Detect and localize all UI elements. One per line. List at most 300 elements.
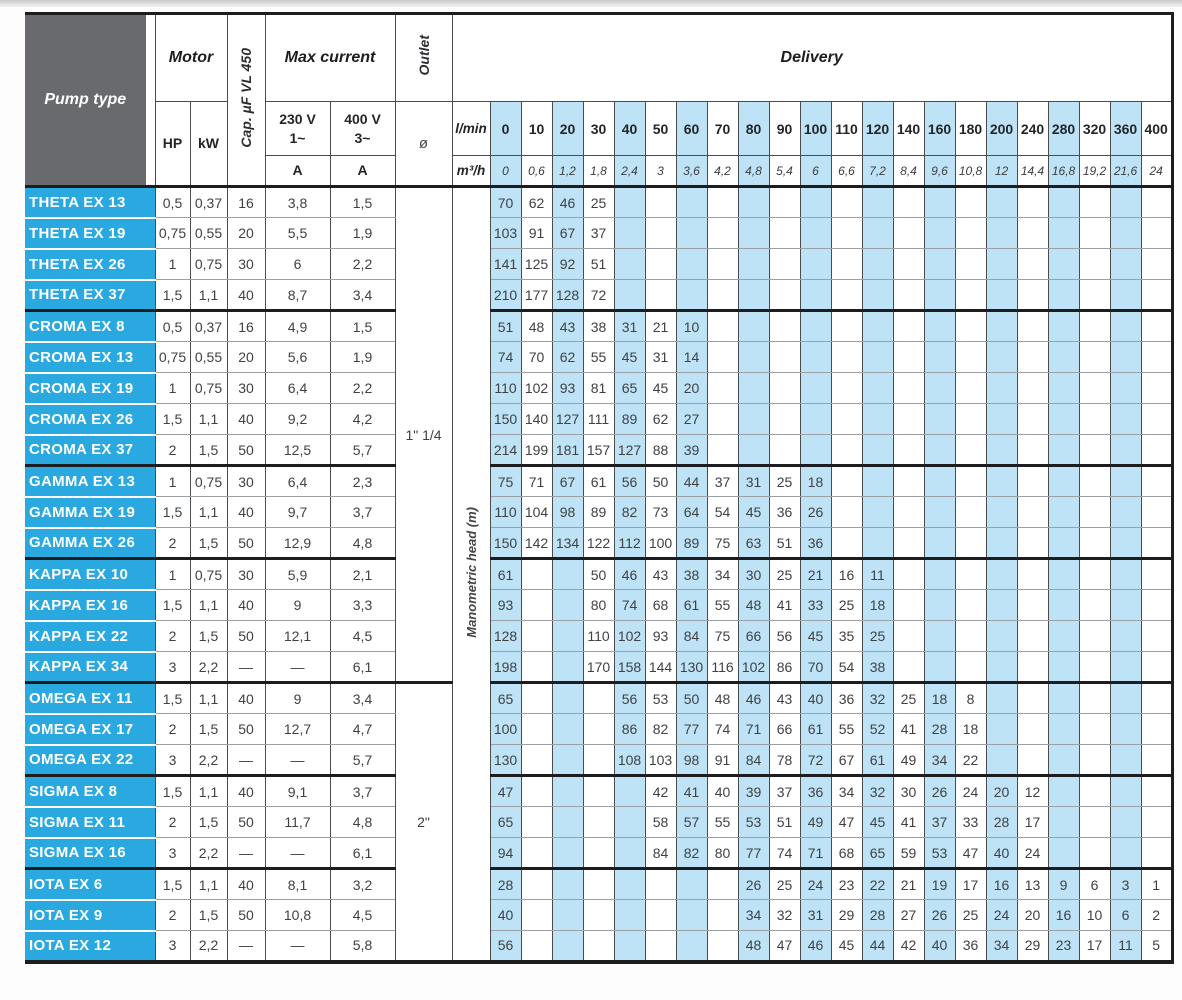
delivery-cell — [1048, 590, 1079, 621]
delivery-cell: 38 — [583, 311, 614, 342]
current-230v-cell: 12,9 — [265, 528, 330, 559]
kw-cell: 2,2 — [190, 745, 227, 776]
diameter-header: ø — [395, 102, 452, 187]
delivery-cell: 72 — [800, 745, 831, 776]
delivery-cell: 71 — [521, 466, 552, 497]
delivery-cell: 62 — [645, 404, 676, 435]
table-row — [25, 621, 1172, 652]
delivery-cell: 55 — [831, 714, 862, 745]
delivery-cell — [986, 218, 1017, 249]
delivery-cell: 46 — [552, 187, 583, 218]
delivery-cell: 140 — [521, 404, 552, 435]
delivery-cell: 21 — [800, 559, 831, 590]
pump-name-cell: THETA EX 19 — [25, 218, 155, 249]
delivery-cell — [893, 497, 924, 528]
table-row — [25, 838, 1172, 869]
delivery-cell: 24 — [1017, 838, 1048, 869]
delivery-cell — [521, 621, 552, 652]
delivery-cell — [893, 559, 924, 590]
table-row — [25, 683, 1172, 714]
flow-lmin-header: 320 — [1079, 102, 1110, 156]
delivery-cell: 65 — [862, 838, 893, 869]
manometric-head-label: Manometric head (m) — [463, 506, 479, 638]
delivery-cell — [676, 900, 707, 931]
delivery-cell: 54 — [831, 652, 862, 683]
delivery-cell — [521, 807, 552, 838]
delivery-cell — [645, 187, 676, 218]
delivery-cell — [1110, 280, 1141, 311]
delivery-cell — [831, 187, 862, 218]
delivery-cell: 91 — [521, 218, 552, 249]
delivery-cell: 68 — [831, 838, 862, 869]
delivery-cell: 100 — [490, 714, 521, 745]
delivery-cell: 89 — [583, 497, 614, 528]
delivery-cell — [552, 838, 583, 869]
delivery-cell: 103 — [645, 745, 676, 776]
current-230v-cell: 8,7 — [265, 280, 330, 311]
delivery-cell — [738, 342, 769, 373]
delivery-cell — [831, 466, 862, 497]
delivery-cell — [676, 931, 707, 962]
current-400v-cell: 6,1 — [330, 652, 395, 683]
delivery-cell — [1017, 249, 1048, 280]
delivery-cell: 102 — [738, 652, 769, 683]
table-row — [25, 869, 1172, 900]
delivery-cell: 35 — [831, 621, 862, 652]
delivery-cell — [986, 249, 1017, 280]
delivery-cell — [583, 900, 614, 931]
delivery-cell: 112 — [614, 528, 645, 559]
delivery-cell: 31 — [645, 342, 676, 373]
delivery-cell — [924, 621, 955, 652]
delivery-cell: 67 — [831, 745, 862, 776]
delivery-cell: 31 — [800, 900, 831, 931]
delivery-cell — [552, 652, 583, 683]
manometric-head-cell — [452, 187, 490, 962]
delivery-cell — [986, 404, 1017, 435]
capacitor-cell: 16 — [227, 187, 265, 218]
delivery-cell — [614, 931, 645, 962]
delivery-cell — [645, 218, 676, 249]
delivery-cell: 142 — [521, 528, 552, 559]
delivery-cell: 51 — [490, 311, 521, 342]
delivery-cell: 50 — [676, 683, 707, 714]
delivery-cell — [1110, 714, 1141, 745]
flow-lmin-header: 280 — [1048, 102, 1079, 156]
delivery-cell: 110 — [490, 497, 521, 528]
pump-name-cell: GAMMA EX 13 — [25, 466, 155, 497]
voltage-400-header — [330, 102, 395, 156]
kw-cell: 0,75 — [190, 559, 227, 590]
delivery-cell — [521, 652, 552, 683]
delivery-cell — [1141, 838, 1172, 869]
delivery-cell: 11 — [862, 559, 893, 590]
delivery-cell: 23 — [1048, 931, 1079, 962]
kw-cell: 1,1 — [190, 869, 227, 900]
delivery-cell — [1079, 776, 1110, 807]
current-230v-cell: 6,4 — [265, 466, 330, 497]
delivery-cell — [707, 218, 738, 249]
delivery-cell: 27 — [893, 900, 924, 931]
delivery-cell: 39 — [676, 435, 707, 466]
delivery-cell — [1110, 559, 1141, 590]
current-230v-cell: 9,1 — [265, 776, 330, 807]
delivery-cell — [1048, 497, 1079, 528]
capacitor-cell: 50 — [227, 807, 265, 838]
delivery-cell — [862, 311, 893, 342]
pump-name-cell: SIGMA EX 8 — [25, 776, 155, 807]
delivery-cell — [1110, 652, 1141, 683]
delivery-cell — [1141, 497, 1172, 528]
delivery-cell: 84 — [645, 838, 676, 869]
delivery-cell — [707, 931, 738, 962]
flow-lmin-header: 180 — [955, 102, 986, 156]
delivery-cell: 84 — [738, 745, 769, 776]
delivery-cell — [1017, 280, 1048, 311]
delivery-cell: 45 — [738, 497, 769, 528]
delivery-cell: 34 — [924, 745, 955, 776]
delivery-cell — [1141, 249, 1172, 280]
delivery-cell: 150 — [490, 404, 521, 435]
delivery-cell — [645, 280, 676, 311]
delivery-cell — [1079, 621, 1110, 652]
delivery-cell — [1048, 621, 1079, 652]
delivery-cell — [955, 342, 986, 373]
delivery-cell — [1079, 466, 1110, 497]
motor-header: Motor — [155, 14, 227, 102]
delivery-cell: 3 — [1110, 869, 1141, 900]
delivery-cell: 70 — [490, 187, 521, 218]
flow-m3h-header: 9,6 — [924, 156, 955, 187]
delivery-cell — [1048, 807, 1079, 838]
delivery-cell: 67 — [552, 466, 583, 497]
delivery-cell — [1048, 280, 1079, 311]
delivery-cell — [893, 590, 924, 621]
delivery-cell: 36 — [800, 528, 831, 559]
delivery-cell: 10 — [676, 311, 707, 342]
pump-specification-table — [25, 12, 1174, 964]
delivery-cell: 26 — [924, 900, 955, 931]
delivery-cell: 26 — [738, 869, 769, 900]
delivery-cell — [614, 900, 645, 931]
table-row — [25, 807, 1172, 838]
hp-cell: 2 — [155, 714, 190, 745]
delivery-cell — [521, 931, 552, 962]
delivery-cell: 214 — [490, 435, 521, 466]
delivery-cell: 70 — [800, 652, 831, 683]
delivery-cell — [1141, 745, 1172, 776]
delivery-cell — [924, 311, 955, 342]
capacitor-cell: 40 — [227, 590, 265, 621]
delivery-cell — [707, 187, 738, 218]
current-400v-cell: 5,7 — [330, 745, 395, 776]
delivery-cell — [800, 218, 831, 249]
delivery-cell: 33 — [955, 807, 986, 838]
hp-cell: 1,5 — [155, 404, 190, 435]
delivery-cell — [614, 869, 645, 900]
delivery-cell — [862, 187, 893, 218]
current-400v-cell: 3,4 — [330, 280, 395, 311]
current-400v-cell: 6,1 — [330, 838, 395, 869]
delivery-cell — [1017, 466, 1048, 497]
delivery-cell: 128 — [490, 621, 521, 652]
voltage-400-label: 400 V — [344, 111, 381, 128]
delivery-cell — [800, 280, 831, 311]
delivery-cell — [955, 218, 986, 249]
current-400v-cell: 4,8 — [330, 807, 395, 838]
delivery-cell — [1110, 466, 1141, 497]
delivery-cell — [924, 404, 955, 435]
delivery-cell — [769, 311, 800, 342]
current-400v-cell: 1,9 — [330, 218, 395, 249]
kw-cell: 1,1 — [190, 590, 227, 621]
current-400v-cell: 1,5 — [330, 187, 395, 218]
delivery-cell: 73 — [645, 497, 676, 528]
delivery-cell — [924, 466, 955, 497]
delivery-cell: 57 — [676, 807, 707, 838]
delivery-cell: 25 — [769, 466, 800, 497]
kw-cell: 1,1 — [190, 404, 227, 435]
flow-m3h-header: 14,4 — [1017, 156, 1048, 187]
current-230v-cell: 5,9 — [265, 559, 330, 590]
outlet-size-cell: 1" 1/4 — [395, 187, 452, 683]
delivery-cell — [986, 559, 1017, 590]
delivery-cell — [738, 187, 769, 218]
delivery-cell — [1110, 807, 1141, 838]
delivery-cell: 42 — [893, 931, 924, 962]
delivery-cell: 39 — [738, 776, 769, 807]
pump-name-cell: OMEGA EX 22 — [25, 745, 155, 776]
current-230v-cell: 5,6 — [265, 342, 330, 373]
delivery-cell — [1048, 745, 1079, 776]
delivery-cell: 72 — [583, 280, 614, 311]
delivery-cell: 51 — [769, 807, 800, 838]
delivery-cell — [1110, 497, 1141, 528]
delivery-cell: 122 — [583, 528, 614, 559]
delivery-cell — [1110, 342, 1141, 373]
delivery-cell: 34 — [986, 931, 1017, 962]
current-230v-cell: — — [265, 745, 330, 776]
table-row — [25, 590, 1172, 621]
pump-name-cell: CROMA EX 13 — [25, 342, 155, 373]
table-row — [25, 745, 1172, 776]
pump-name-cell: SIGMA EX 11 — [25, 807, 155, 838]
delivery-cell — [955, 373, 986, 404]
delivery-cell: 24 — [986, 900, 1017, 931]
delivery-cell: 61 — [800, 714, 831, 745]
delivery-cell: 100 — [645, 528, 676, 559]
current-400v-cell: 3,7 — [330, 776, 395, 807]
delivery-cell: 10 — [1079, 900, 1110, 931]
delivery-cell: 47 — [831, 807, 862, 838]
delivery-cell: 55 — [583, 342, 614, 373]
pump-name-cell: OMEGA EX 17 — [25, 714, 155, 745]
delivery-cell — [924, 249, 955, 280]
flow-lmin-header: 400 — [1141, 102, 1172, 156]
hp-cell: 0,5 — [155, 187, 190, 218]
delivery-cell: 43 — [769, 683, 800, 714]
delivery-cell: 108 — [614, 745, 645, 776]
delivery-cell — [800, 342, 831, 373]
hp-cell: 1 — [155, 466, 190, 497]
hp-cell: 1,5 — [155, 590, 190, 621]
delivery-cell: 51 — [583, 249, 614, 280]
delivery-cell — [955, 249, 986, 280]
delivery-cell: 199 — [521, 435, 552, 466]
delivery-cell: 17 — [1017, 807, 1048, 838]
kw-cell: 2,2 — [190, 838, 227, 869]
delivery-cell: 48 — [738, 931, 769, 962]
table-row — [25, 528, 1172, 559]
delivery-cell: 48 — [707, 683, 738, 714]
delivery-cell — [924, 373, 955, 404]
delivery-cell: 33 — [800, 590, 831, 621]
pump-name-cell: KAPPA EX 22 — [25, 621, 155, 652]
current-230v-cell: 6 — [265, 249, 330, 280]
delivery-cell: 63 — [738, 528, 769, 559]
delivery-cell: 26 — [924, 776, 955, 807]
delivery-cell — [955, 280, 986, 311]
delivery-cell — [552, 714, 583, 745]
m3h-header: m³/h — [452, 156, 490, 187]
flow-lmin-header: 360 — [1110, 102, 1141, 156]
delivery-cell — [1110, 311, 1141, 342]
delivery-cell — [583, 869, 614, 900]
delivery-cell: 52 — [862, 714, 893, 745]
current-230v-cell: 10,8 — [265, 900, 330, 931]
delivery-cell — [521, 838, 552, 869]
delivery-cell: 46 — [614, 559, 645, 590]
delivery-cell — [893, 435, 924, 466]
capacitor-cell: 50 — [227, 900, 265, 931]
delivery-cell: 16 — [1048, 900, 1079, 931]
delivery-cell: 5 — [1141, 931, 1172, 962]
delivery-cell — [583, 776, 614, 807]
max-current-header: Max current — [265, 14, 395, 102]
delivery-cell — [1110, 528, 1141, 559]
delivery-cell — [1017, 528, 1048, 559]
delivery-cell — [986, 621, 1017, 652]
delivery-cell — [862, 528, 893, 559]
delivery-cell: 110 — [490, 373, 521, 404]
delivery-cell — [552, 621, 583, 652]
delivery-cell: 74 — [769, 838, 800, 869]
flow-lmin-header: 0 — [490, 102, 521, 156]
capacitor-cell: 40 — [227, 776, 265, 807]
delivery-cell — [769, 404, 800, 435]
kw-cell: 2,2 — [190, 652, 227, 683]
table-row — [25, 931, 1172, 962]
delivery-cell — [1048, 342, 1079, 373]
delivery-cell — [1017, 559, 1048, 590]
delivery-cell — [800, 187, 831, 218]
flow-m3h-header: 0 — [490, 156, 521, 187]
delivery-cell — [1141, 435, 1172, 466]
delivery-cell: 125 — [521, 249, 552, 280]
delivery-cell: 127 — [614, 435, 645, 466]
flow-lmin-header: 110 — [831, 102, 862, 156]
delivery-cell — [924, 559, 955, 590]
capacitor-label: Cap. µF VL 450 — [238, 47, 254, 148]
delivery-cell: 77 — [676, 714, 707, 745]
delivery-cell: 27 — [676, 404, 707, 435]
delivery-cell — [1141, 218, 1172, 249]
pump-name-cell: THETA EX 13 — [25, 187, 155, 218]
delivery-cell — [924, 590, 955, 621]
kw-cell: 0,75 — [190, 466, 227, 497]
delivery-cell — [986, 311, 1017, 342]
delivery-cell — [1110, 683, 1141, 714]
delivery-cell: 25 — [955, 900, 986, 931]
table-row — [25, 280, 1172, 311]
flow-lmin-header: 80 — [738, 102, 769, 156]
flow-lmin-header: 140 — [893, 102, 924, 156]
delivery-cell: 170 — [583, 652, 614, 683]
delivery-cell: 181 — [552, 435, 583, 466]
delivery-cell — [614, 807, 645, 838]
delivery-cell — [986, 714, 1017, 745]
hp-cell: 1 — [155, 559, 190, 590]
delivery-cell: 38 — [862, 652, 893, 683]
delivery-cell — [521, 590, 552, 621]
delivery-cell — [614, 838, 645, 869]
delivery-cell — [707, 342, 738, 373]
pump-name-cell: OMEGA EX 11 — [25, 683, 155, 714]
delivery-cell — [800, 435, 831, 466]
delivery-cell: 130 — [490, 745, 521, 776]
delivery-cell: 45 — [862, 807, 893, 838]
current-230v-cell: 12,5 — [265, 435, 330, 466]
delivery-cell — [986, 497, 1017, 528]
delivery-cell — [893, 652, 924, 683]
table-body — [25, 187, 1172, 962]
delivery-cell — [1017, 497, 1048, 528]
delivery-cell — [614, 187, 645, 218]
delivery-cell — [955, 187, 986, 218]
delivery-cell — [1079, 435, 1110, 466]
delivery-cell — [831, 280, 862, 311]
delivery-cell — [583, 931, 614, 962]
delivery-cell: 24 — [800, 869, 831, 900]
delivery-cell: 18 — [924, 683, 955, 714]
capacitor-cell: 30 — [227, 466, 265, 497]
delivery-cell — [769, 218, 800, 249]
delivery-cell — [893, 621, 924, 652]
current-230v-cell: — — [265, 838, 330, 869]
pump-name-cell: CROMA EX 8 — [25, 311, 155, 342]
delivery-cell: 64 — [676, 497, 707, 528]
delivery-cell — [552, 590, 583, 621]
delivery-cell — [769, 342, 800, 373]
hp-header: HP — [155, 102, 190, 187]
kw-cell: 1,1 — [190, 776, 227, 807]
delivery-cell — [924, 528, 955, 559]
delivery-cell: 61 — [583, 466, 614, 497]
delivery-cell: 56 — [769, 621, 800, 652]
current-230v-cell: — — [265, 931, 330, 962]
kw-cell: 1,5 — [190, 807, 227, 838]
delivery-cell — [1141, 590, 1172, 621]
delivery-cell — [521, 776, 552, 807]
delivery-cell — [769, 435, 800, 466]
delivery-cell — [707, 869, 738, 900]
delivery-cell — [924, 187, 955, 218]
delivery-cell — [893, 311, 924, 342]
delivery-cell: 18 — [800, 466, 831, 497]
delivery-cell — [986, 187, 1017, 218]
delivery-cell — [1141, 280, 1172, 311]
delivery-cell: 98 — [676, 745, 707, 776]
